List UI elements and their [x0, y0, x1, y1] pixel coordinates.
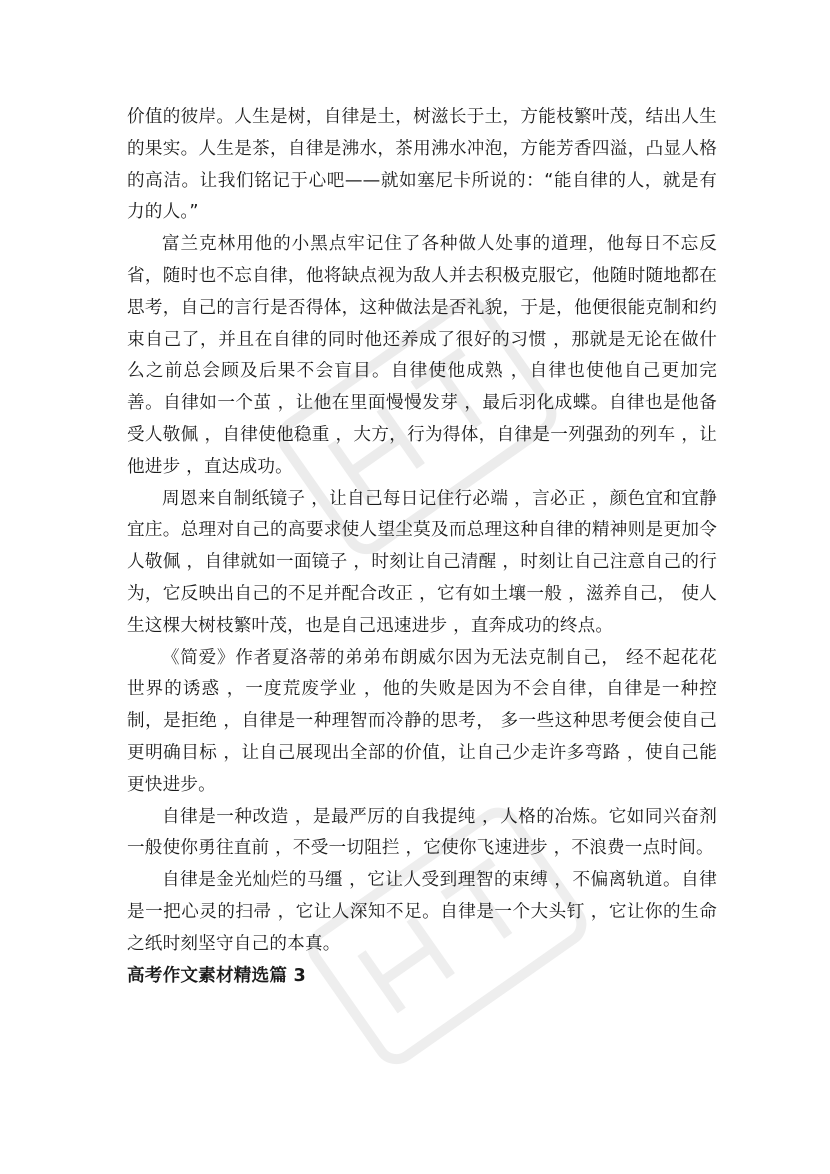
- paragraph-golden-reins: 自律是金光灿烂的马缰 ，它让人受到理智的束缚 ，不偏离轨道。自律是一把心灵的扫帚 ，它让人深知不足。自律是一个大头钉 ，它让你的生命之纸时刻坚守自己的本真。: [127, 870, 717, 954]
- paragraph-transformation: 自律是一种改造 ，是最严厉的自我提纯 ，人格的冶炼。它如同兴奋剂一般使你勇往直前 ，不受一切阻拦 ，它使你飞速进步 ，不浪费一点时间。: [127, 806, 717, 859]
- paragraph-zhou-enlai: 周恩来自制纸镜子 ，让自己每日记住行必端 ，言必正 ，颜色宜和宜静宜庄。总理对自己的高要求使人望尘莫及而总理这种自律的精神则是更加令人敬佩 ，自律就如一面镜子 ，时刻让自己清醒 ，时刻让自己注意自己的行为，它反映出自己的不足并配合改正 ，它有如土壤一般 ，滋养自己， 使人生这棵大树枝繁叶茂，也是自己迅速进步 ，直奔成功的终点。: [127, 488, 717, 636]
- paragraph-continuation: 价值的彼岸。人生是树，自律是土，树滋长于土，方能枝繁叶茂，结出人生的果实。人生是茶，自律是沸水，茶用沸水冲泡，方能芳香四溢，凸显人格的高洁。让我们铭记于心吧——就如塞尼卡所说的：“能自律的人，就是有力的人。”: [127, 107, 717, 223]
- document-body: [127, 102, 717, 992]
- section-heading: 高考作文素材精选篇 3: [127, 965, 306, 986]
- paragraph-jane-eyre: 《简爱》作者夏洛蒂的弟弟布朗威尔因为无法克制自己， 经不起花花世界的诱惑 ，一度荒废学业 ，他的失败是因为不会自律，自律是一种控制，是拒绝 ，自律是一种理智而冷静的思考， 多一些这种思考便会使自己更明确目标 ，让自己展现出全部的价值，让自己少走许多弯路 ，使自己能更快进步。: [127, 647, 717, 795]
- paragraph-franklin: 富兰克林用他的小黑点牢记住了各种做人处事的道理，他每日不忘反省，随时也不忘自律，他将缺点视为敌人并去积极克服它，他随时随地都在思考，自己的言行是否得体，这种做法是否礼貌，于是，他便很能克制和约束自己了，并且在自律的同时他还养成了很好的习惯 ，那就是无论在做什么之前总会顾及后果不会盲目。自律使他成熟 ，自律也使他自己更加完善。自律如一个茧 ，让他在里面慢慢发芽 ，最后羽化成蝶。自律也是他备受人敬佩 ，自律使他稳重 ，大方，行为得体，自律是一列强劲的列车 ，让他进步 ，直达成功。: [127, 234, 717, 477]
